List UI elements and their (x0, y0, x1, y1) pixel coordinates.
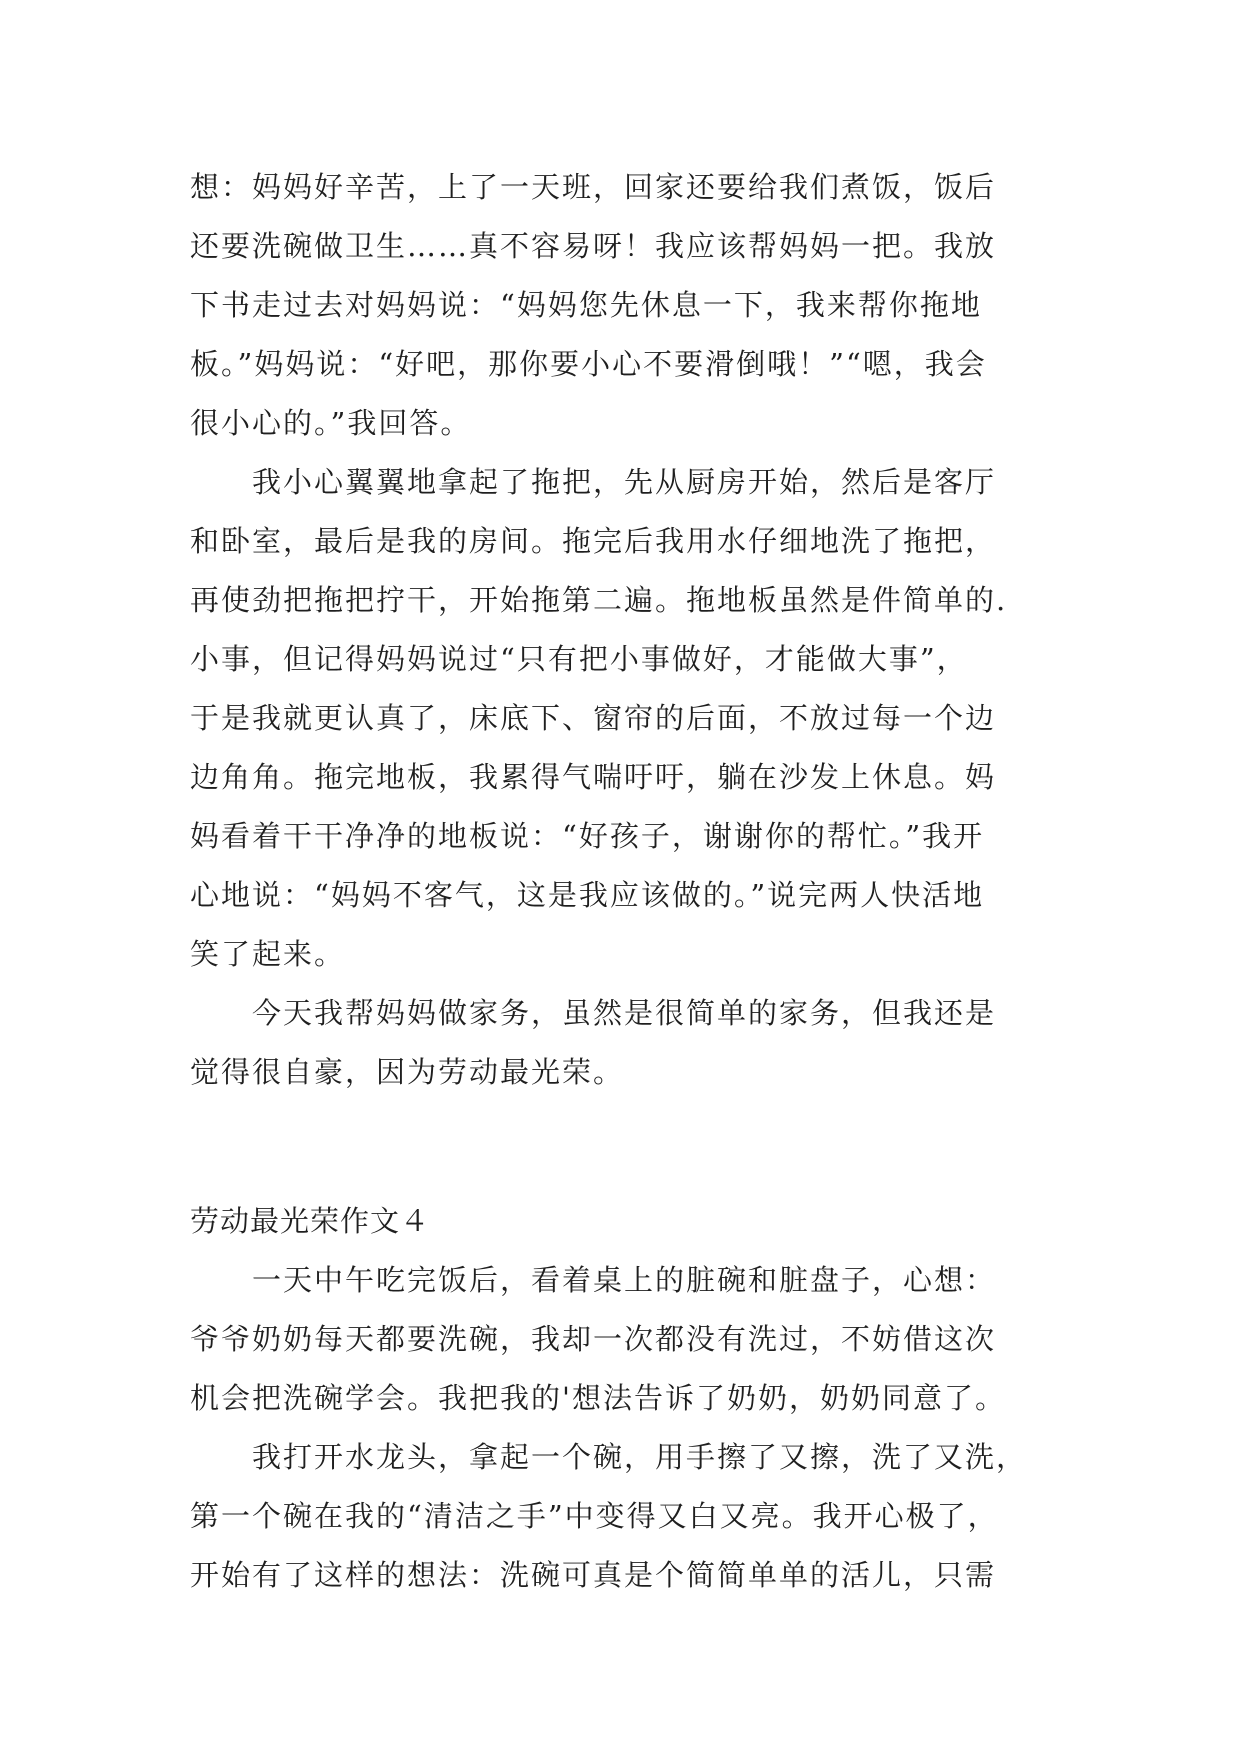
text-line: 和卧室，最后是我的房间。拖完后我用水仔细地洗了拖把， (190, 524, 997, 558)
text-line: 一天中午吃完饭后，看着桌上的脏碗和脏盘子，心想： (252, 1263, 997, 1297)
text-line: 边角角。拖完地板，我累得气喘吁吁，躺在沙发上休息。妈 (190, 760, 997, 794)
paragraph-1 (190, 158, 1070, 453)
document-body (190, 158, 1070, 1605)
text-line: 下书走过去对妈妈说：“妈妈您先休息一下，我来帮你拖地 (190, 288, 982, 322)
paragraph-3 (190, 984, 1070, 1102)
text-line: 机会把洗碗学会。我把我的'想法告诉了奶奶，奶奶同意了。 (190, 1381, 1006, 1415)
text-line: 想：妈妈好辛苦，上了一天班，回家还要给我们煮饭，饭后 (190, 170, 997, 204)
text-line: 开始有了这样的想法：洗碗可真是个简简单单的活儿，只需 (190, 1558, 997, 1592)
text-line: 今天我帮妈妈做家务，虽然是很简单的家务，但我还是 (252, 996, 997, 1030)
text-line: 第一个碗在我的“清洁之手”中变得又白又亮。我开心极了， (190, 1499, 999, 1533)
text-line: 很小心的。”我回答。 (190, 406, 472, 440)
text-line: 我小心翼翼地拿起了拖把，先从厨房开始，然后是客厅 (252, 465, 997, 499)
section-gap (190, 1102, 1070, 1192)
text-line: 板。”妈妈说：“好吧，那你要小心不要滑倒哦！”“嗯，我会 (190, 347, 987, 381)
text-line: 于是我就更认真了，床底下、窗帘的后面，不放过每一个边 (190, 701, 997, 735)
text-line: 小事，但记得妈妈说过“只有把小事做好，才能做大事”， (190, 642, 968, 676)
text-line: 我打开水龙头，拿起一个碗，用手擦了又擦，洗了又洗， (252, 1440, 1028, 1474)
text-line: 心地说：“妈妈不客气，这是我应该做的。”说完两人快活地 (190, 878, 985, 912)
paragraph-5 (190, 1428, 1070, 1605)
text-line: 觉得很自豪，因为劳动最光荣。 (190, 1055, 625, 1089)
paragraph-2 (190, 453, 1070, 984)
text-line: 爷爷奶奶每天都要洗碗，我却一次都没有洗过，不妨借这次 (190, 1322, 997, 1356)
text-line: 妈看着干干净净的地板说：“好孩子，谢谢你的帮忙。”我开 (190, 819, 985, 853)
text-line: 再使劲把拖把拧干，开始拖第二遍。拖地板虽然是件简单的. (190, 583, 1008, 617)
section-heading: 劳动最光荣作文４ (190, 1204, 431, 1238)
text-line: 笑了起来。 (190, 937, 346, 971)
text-line: 还要洗碗做卫生……真不容易呀！我应该帮妈妈一把。我放 (190, 229, 997, 263)
paragraph-4 (190, 1251, 1070, 1428)
